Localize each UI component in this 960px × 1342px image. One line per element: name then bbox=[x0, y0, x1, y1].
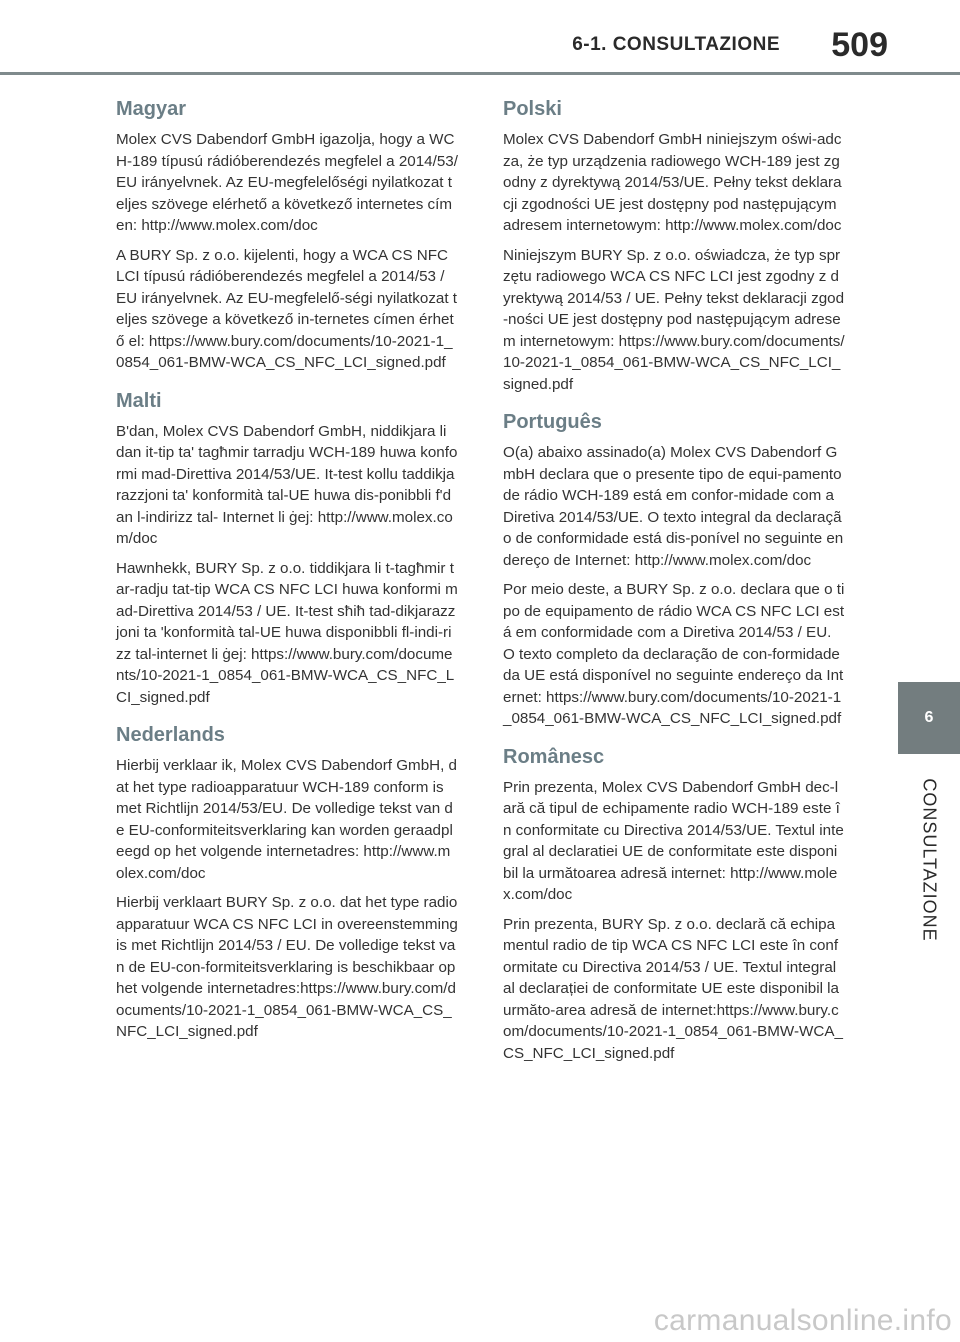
paragraph: B'dan, Molex CVS Dabendorf GmbH, niddikjara li dan it-tip ta' tagħmir tarradju WCH-189 huwa konformi mad-Direttiva 2014/53/UE. It-test kollu taddikjarazzjoni ta' konformità tal-UE huwa dis-ponibbli f'dan l-indirizz tal- Internet li ġej: http://www.molex.com/doc bbox=[116, 422, 458, 547]
section-magyar bbox=[116, 98, 458, 374]
section-heading: Nederlands bbox=[116, 724, 225, 746]
paragraph: Prin prezenta, BURY Sp. z o.o. declară că echipamentul radio de tip WCA CS NFC LCI este în conformitate cu Directiva 2014/53 / UE. Textul integral al declarației de conformitate UE este disponibil la următo-area adresă de internet:https://www.bury.com/documents/10-2021-1_0854_061-BMW-WCA_CS_NFC_LCI_signed.pdf bbox=[503, 915, 843, 1062]
paragraph: Hierbij verklaar ik, Molex CVS Dabendorf GmbH, dat het type radioapparatuur WCH-189 conform is met Richtlijn 2014/53/EU. De volledige tekst van de EU-conformiteitsverklaring kan worden geraadpleegd op het volgende internetadres: http://www.molex.com/doc bbox=[116, 757, 457, 882]
section-portugues bbox=[503, 411, 845, 730]
section-heading: Polski bbox=[503, 98, 562, 120]
chapter-side-label: CONSULTAZIONE bbox=[919, 778, 940, 942]
right-column bbox=[503, 98, 845, 1080]
section-nederlands bbox=[116, 724, 458, 1043]
paragraph: Hierbij verklaart BURY Sp. z o.o. dat het type radioapparatuur WCA CS NFC LCI in overeenstemming is met Richtlijn 2014/53 / EU. De volledige tekst van de EU-con-formiteitsverklaring is beschikbaar op het volgende internetadres:https://www.bury.com/documents/10-2021-1_0854_061-BMW-WCA_CS_NFC_LCI_signed.pdf bbox=[116, 894, 458, 1040]
paragraph: Niniejszym BURY Sp. z o.o. oświadcza, że typ sprzętu radiowego WCA CS NFC LCI jest zgodny z dyrektywą 2014/53 / UE. Pełny tekst deklaracji zgod-ności UE jest dostępny pod następującym adresem internetowym: https://www.bury.com/documents/10-2021-1_0854_061-BMW-WCA_CS_NFC_LCI_signed.pdf bbox=[503, 246, 845, 393]
page-number: 509 bbox=[831, 26, 888, 64]
section-heading: Magyar bbox=[116, 98, 187, 120]
paragraph: O(a) abaixo assinado(a) Molex CVS Dabendorf GmbH declara que o presente tipo de equi-pamento de rádio WCH-189 está em confor-midade com a Diretiva 2014/53/UE. O texto integral da declaração de conformidade está dis-ponível no seguinte endereço de Internet: http://www.molex.com/doc bbox=[503, 444, 844, 569]
paragraph: Molex CVS Dabendorf GmbH niniejszym oświ-adcza, że typ urządzenia radiowego WCH-189 jest zgodny z dyrektywą 2014/53/UE. Pełny tekst deklaracji zgodności UE jest dostępny pod następującym adresem internetowym: http://www.molex.com/doc bbox=[503, 131, 842, 234]
section-heading: Românesc bbox=[503, 745, 605, 768]
watermark: carmanualsonline.info bbox=[653, 1304, 952, 1337]
section-heading: Malti bbox=[116, 389, 162, 412]
paragraph: Por meio deste, a BURY Sp. z o.o. declara que o tipo de equipamento de rádio WCA CS NFC LCI está em conformidade com a Diretiva 2014/53 / EU. O texto completo da declaração de con-formidade da UE está disponível no seguinte endereço da Internet: https://www.bury.com/documents/10-2021-1_0854_061-BMW-WCA_CS_NFC_LCI_signed.pdf bbox=[503, 581, 845, 727]
chapter-tab[interactable]: 6 bbox=[898, 682, 960, 754]
header-divider bbox=[0, 72, 960, 75]
section-malti bbox=[116, 390, 458, 709]
paragraph: A BURY Sp. z o.o. kijelenti, hogy a WCA CS NFC LCI típusú rádióberendezés megfelel a 2014/53 / EU irányelvnek. Az EU-megfelelő-ségi nyilatkozat teljes szövege a következő in-ternetes címen érhető el: https://www.bury.com/documents/10-2021-1_0854_061-BMW-WCA_CS_NFC_LCI_signed.pdf bbox=[116, 246, 458, 371]
paragraph: Hawnhekk, BURY Sp. z o.o. tiddikjara li t-tagħmir tar-radju tat-tip WCA CS NFC LCI huwa konformi mad-Direttiva 2014/53 / UE. It-test sħiħ tad-dikjarazzjoni ta 'konformità tal-UE huwa disponibbli fl-indi-rizz tal-internet li ġej: https://www.bury.com/documents/10-2021-1_0854_061-BMW-WCA_CS_NFC_LCI_signed.pdf bbox=[116, 559, 458, 706]
section-polski bbox=[503, 98, 845, 395]
section-romanesc bbox=[503, 746, 845, 1065]
chapter-title: 6-1. CONSULTAZIONE bbox=[572, 34, 780, 55]
paragraph: Prin prezenta, Molex CVS Dabendorf GmbH dec-lară că tipul de echipamente radio WCH-189 este în conformitate cu Directiva 2014/53/UE. Textul integral al declaratiei UE de conformitate este disponibil la următoarea adresă internet: http://www.molex.com/doc bbox=[503, 778, 844, 903]
page-header bbox=[0, 0, 960, 78]
paragraph: Molex CVS Dabendorf GmbH igazolja, hogy a WCH-189 típusú rádióberendezés megfelel a 2014/53/EU irányelvnek. Az EU-megfelelőségi nyilatkozat teljes szövege elérhető a következő internetes címen: http://www.molex.com/doc bbox=[116, 131, 458, 234]
left-column bbox=[116, 98, 458, 1059]
section-heading: Português bbox=[503, 411, 602, 433]
